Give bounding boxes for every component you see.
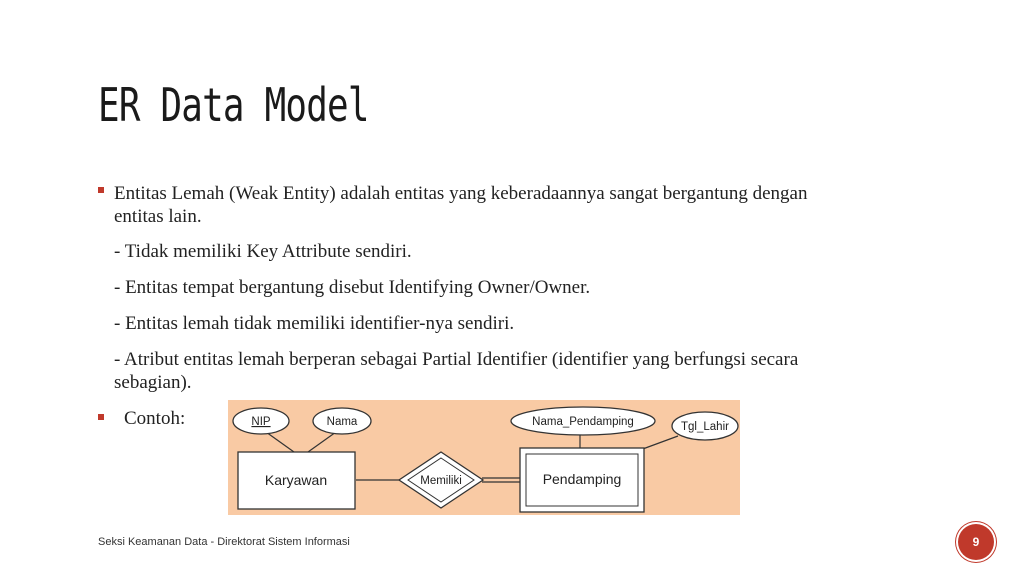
entity-karyawan <box>238 452 355 509</box>
entity-pendamping-label: Pendamping <box>542 471 622 487</box>
bullet-text: Entitas Lemah (Weak Entity) adalah entitas yang keberadaannya sangat bergantung dengan entitas lain. <box>114 183 808 227</box>
slide-footer: Seksi Keamanan Data - Direktorat Sistem Informasi <box>98 536 350 548</box>
attribute-tgl-lahir <box>672 412 738 440</box>
attribute-nama-pendamping-label: Nama_Pendamping <box>532 416 634 428</box>
bullet-list <box>98 182 858 407</box>
attribute-nama-pendamping <box>511 407 655 435</box>
bullet-square-icon <box>98 414 104 420</box>
sub-point: - Entitas tempat bergantung disebut Identifying Owner/Owner. <box>114 277 591 298</box>
example-label: Contoh: <box>124 408 186 429</box>
relationship-memiliki-label: Memiliki <box>420 475 462 487</box>
er-diagram <box>228 400 740 515</box>
bullet-item <box>98 182 858 228</box>
example-bullet <box>98 408 185 430</box>
attribute-nama <box>313 408 371 434</box>
relationship-memiliki <box>399 452 483 508</box>
sub-point: - Tidak memiliki Key Attribute sendiri. <box>114 241 412 262</box>
page-number-badge: 9 <box>958 524 994 560</box>
attribute-tgl-lahir-label: Tgl_Lahir <box>681 421 729 433</box>
bullet-square-icon <box>98 187 104 193</box>
slide-title: ER Data Model <box>98 78 369 132</box>
connector-line <box>308 432 336 452</box>
attribute-nama-label: Nama <box>326 416 358 428</box>
connector-line <box>266 432 294 452</box>
sub-point: - Entitas lemah tidak memiliki identifier-nya sendiri. <box>114 313 515 334</box>
sub-point: - Atribut entitas lemah berperan sebagai Partial Identifier (identifier yang berfungsi secara sebagian). <box>114 349 799 393</box>
connector-line <box>640 436 678 450</box>
entity-pendamping <box>520 448 644 512</box>
attribute-nip <box>233 408 289 434</box>
entity-karyawan-label: Karyawan <box>264 472 328 488</box>
er-diagram-svg <box>228 400 740 515</box>
attribute-nip-label: NIP <box>251 416 271 428</box>
